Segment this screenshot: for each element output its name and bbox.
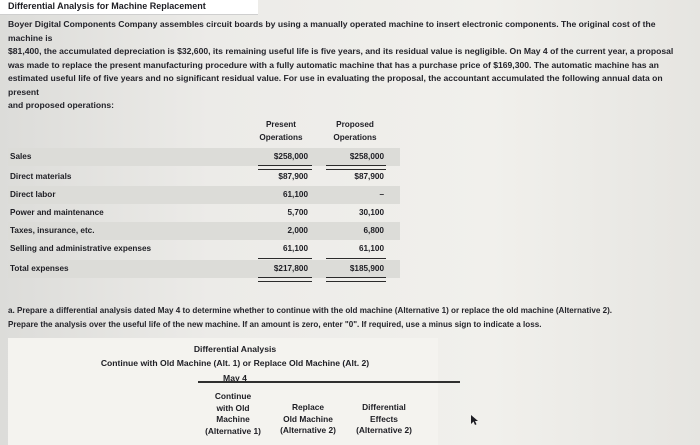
problem-line: was made to replace the present manufacturing procedure with a fully automatic machine that has a purchase price of $169,300. The automatic machine has an [8,59,659,70]
analysis-heading: Differential Analysis [193,344,277,354]
header-proposed [324,118,386,144]
present-value: 2,000 [287,226,308,235]
proposed-value: 6,800 [363,226,384,235]
proposed-value: 30,100 [358,208,384,217]
header-present-line1: Present [265,120,297,129]
table-row [8,204,400,222]
problem-line: Boyer Digital Components Company assembles circuit boards by using a manually operated machine to insert electronic components. The original cost of the machine is [8,19,656,43]
col1-line: Machine [216,414,250,424]
header-proposed-line2: Operations [333,133,377,142]
header-present-line2: Operations [259,133,303,142]
problem-line: estimated useful life of five years and no significant residual value. For use in evaluating the proposal, the accountant accumulated the following annual data on present [8,73,663,97]
proposed-value: – [379,190,384,199]
present-value: 5,700 [287,208,308,217]
requirement-line: Prepare the analysis over the useful life of the new machine. If an amount is zero, enter "0". If required, use a minus sign to indicate a loss. [8,319,542,329]
problem-line: and proposed operations: [8,100,114,110]
requirement-line: a. Prepare a differential analysis dated May 4 to determine whether to continue with the old machine (Alternative 1) or replace the old machine (Alternative 2). [8,306,613,315]
present-value: $258,000 [273,152,308,161]
heading-rule [198,381,460,383]
table-row [8,168,400,186]
col2-line: Replace [291,402,325,412]
present-value: 61,100 [282,244,308,253]
col1-line: with Old [216,402,250,413]
col2-line: (Alternative 2) [280,425,336,435]
table-row [8,240,400,258]
col1-line: (Alternative 1) [205,425,261,436]
row-label: Total expenses [10,264,69,273]
table-row [8,186,400,204]
col-alternative-1 [198,391,268,437]
present-value: $217,800 [273,264,308,273]
col1-line: Continue [214,391,252,401]
header-present [250,118,312,144]
row-label: Direct labor [10,190,56,199]
total-rule [326,258,386,259]
mouse-cursor-icon [470,414,478,426]
problem-statement [8,18,692,113]
col-alternative-2 [270,402,346,437]
proposed-value: 61,100 [358,244,384,253]
row-label: Sales [10,152,32,161]
row-label: Power and maintenance [10,208,104,217]
analysis-subheading: Continue with Old Machine (Alt. 1) or Replace Old Machine (Alt. 2) [100,358,370,368]
col2-line: Old Machine [283,413,333,424]
double-rule [326,277,386,282]
proposed-value: $87,900 [354,172,384,181]
proposed-value: $258,000 [349,152,384,161]
row-label: Selling and administrative expenses [10,244,152,253]
requirement-a [8,304,692,331]
col3-line: Differential [362,402,406,412]
row-label: Direct materials [10,172,72,181]
proposed-value: $185,900 [349,264,384,273]
table-row [8,148,400,166]
total-rule [258,258,312,259]
problem-line: $81,400, the accumulated depreciation is $32,600, its remaining useful life is five years, and its residual value is negligible. On May 4 of the current year, a proposal [8,46,674,56]
present-value: 61,100 [282,190,308,199]
col-differential-effects [346,402,422,437]
row-label: Taxes, insurance, etc. [10,226,95,235]
table-row [8,260,400,278]
present-value: $87,900 [278,172,308,181]
table-row [8,222,400,240]
page-title: Differential Analysis for Machine Replacement [0,0,258,15]
col3-line: Effects [370,413,398,424]
col3-line: (Alternative 2) [356,425,412,435]
analysis-date: May 4 [223,373,247,383]
header-proposed-line1: Proposed [336,120,374,129]
double-rule [258,277,312,282]
